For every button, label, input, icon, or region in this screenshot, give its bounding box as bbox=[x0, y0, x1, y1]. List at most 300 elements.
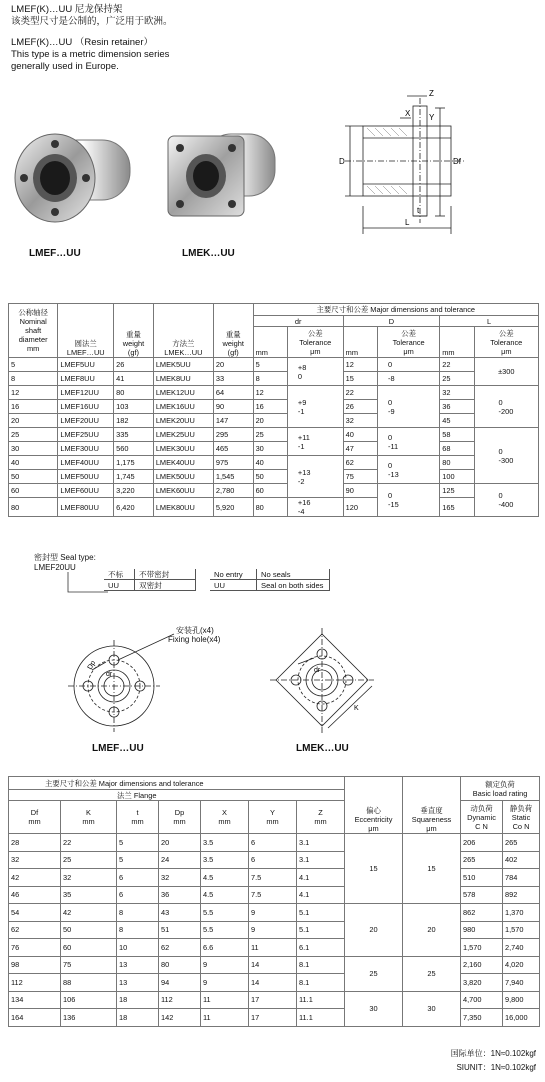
table-cell: 90 bbox=[343, 484, 377, 498]
cell-text: Eccentricity bbox=[354, 815, 393, 824]
table-cell: 80 bbox=[440, 456, 474, 470]
fixing-hole-label-cn: 安装孔(x4) bbox=[176, 626, 214, 635]
cell-text: 方法兰 bbox=[172, 339, 195, 348]
fixing-hole-label-en: Fixing hole(x4) bbox=[168, 635, 221, 644]
table-row bbox=[9, 498, 539, 517]
table-cell: 88 bbox=[61, 974, 117, 992]
table-cell: 142 bbox=[159, 1009, 201, 1027]
cell-text: 重量 bbox=[225, 330, 241, 339]
table-cell: 8 bbox=[117, 904, 159, 922]
load-rating-header bbox=[461, 777, 540, 801]
cell-text: Squareness bbox=[411, 815, 452, 824]
table-cell: 17 bbox=[249, 1009, 297, 1027]
cell-text: K bbox=[86, 808, 91, 817]
table-cell: 975 bbox=[213, 456, 253, 470]
table-cell: 75 bbox=[343, 470, 377, 484]
table-cell: 30 bbox=[9, 442, 58, 456]
table-cell: 9 bbox=[249, 904, 297, 922]
major-dimensions-header: 主要尺寸和公差 Major dimensions and tolerance bbox=[253, 304, 538, 316]
round-model-header bbox=[58, 304, 114, 358]
table-cell: 3,220 bbox=[114, 484, 154, 498]
intro-desc-cn: 该类型尺寸是公制的，广泛用于欧洲。 bbox=[11, 16, 173, 27]
table-cell: 35 bbox=[61, 886, 117, 904]
cell-text: μm bbox=[310, 346, 321, 356]
table-cell: 1,570 bbox=[503, 921, 540, 939]
squareness-header bbox=[403, 777, 461, 834]
table-cell: 10 bbox=[117, 939, 159, 957]
table-cell: 43 bbox=[159, 904, 201, 922]
cell-text: diameter bbox=[18, 335, 48, 344]
table-cell: 3.5 bbox=[201, 834, 249, 852]
col-dp bbox=[159, 801, 201, 834]
table-cell: 1,570 bbox=[461, 939, 503, 957]
table-cell: 112 bbox=[9, 974, 61, 992]
intro-desc-en-1: This type is a metric dimension series bbox=[11, 49, 170, 60]
cell-text: 静负荷 bbox=[509, 803, 533, 813]
table-cell: 62 bbox=[9, 921, 61, 939]
table-cell: Seal on both sides bbox=[257, 580, 330, 591]
table-cell: 100 bbox=[440, 470, 474, 484]
table-cell: 112 bbox=[159, 991, 201, 1009]
table-cell: 50 bbox=[9, 470, 58, 484]
table-cell: 3.5 bbox=[201, 851, 249, 869]
table-cell: UU bbox=[210, 580, 257, 591]
dim-label-dp: Dp bbox=[86, 659, 98, 671]
dr-tolerance-cell bbox=[287, 358, 343, 386]
table-cell: 6,420 bbox=[114, 498, 154, 517]
table-cell: 20 bbox=[213, 358, 253, 372]
table-row bbox=[9, 921, 540, 939]
table-cell: 22 bbox=[440, 358, 474, 372]
table-cell: 32 bbox=[343, 414, 377, 428]
table-cell: LMEK30UU bbox=[153, 442, 213, 456]
d-tolerance-header bbox=[378, 327, 440, 358]
cell-text: 0 bbox=[388, 491, 393, 500]
table-row bbox=[9, 442, 539, 456]
table-cell: 80 bbox=[159, 956, 201, 974]
table-cell: 1,175 bbox=[114, 456, 154, 470]
table-cell: 25 bbox=[253, 428, 287, 442]
cell-text: 圆法兰 bbox=[74, 339, 97, 348]
table-cell: -8 bbox=[378, 372, 440, 386]
table-cell: 6 bbox=[117, 886, 159, 904]
dr-header: dr bbox=[253, 316, 343, 327]
table-row bbox=[9, 991, 540, 1009]
flange-dimensions-table bbox=[8, 776, 540, 1027]
table-cell: LMEK60UU bbox=[153, 484, 213, 498]
table-cell: 5.1 bbox=[297, 921, 345, 939]
table-cell: 5 bbox=[117, 851, 159, 869]
table-cell: 560 bbox=[114, 442, 154, 456]
table-cell: 40 bbox=[343, 428, 377, 442]
table-cell: 26 bbox=[114, 358, 154, 372]
table-cell: 17 bbox=[249, 991, 297, 1009]
d-mm-header: mm bbox=[343, 327, 377, 358]
col-t bbox=[117, 801, 159, 834]
table-cell: 25 bbox=[9, 428, 58, 442]
table-cell: 8 bbox=[253, 372, 287, 386]
table-cell: 4,020 bbox=[503, 956, 540, 974]
table-cell: 8 bbox=[9, 372, 58, 386]
cell-text: 0 bbox=[498, 446, 503, 456]
cell-text: +11 bbox=[297, 432, 310, 442]
intro-desc-en-2: generally used in Europe. bbox=[11, 61, 119, 72]
dim-label-l: L bbox=[405, 218, 410, 227]
table-cell: 40 bbox=[253, 456, 287, 470]
table-cell: LMEF25UU bbox=[58, 428, 114, 442]
table-cell: LMEF20UU bbox=[58, 414, 114, 428]
cell-text: Nominal bbox=[19, 317, 47, 326]
cell-text: -200 bbox=[498, 406, 514, 416]
table-cell: 80 bbox=[9, 498, 58, 517]
dr-tolerance-cell bbox=[287, 428, 343, 456]
table-cell: 8.1 bbox=[297, 956, 345, 974]
table-cell: 578 bbox=[461, 886, 503, 904]
cell-text: t bbox=[136, 808, 139, 817]
table-cell: 4,700 bbox=[461, 991, 503, 1009]
seal-table-cn bbox=[104, 569, 196, 591]
cell-text: X bbox=[222, 808, 227, 817]
table-cell: 36 bbox=[440, 400, 474, 414]
cell-text: weight bbox=[222, 339, 244, 348]
cell-text: mm bbox=[173, 817, 186, 826]
table-cell: 42 bbox=[9, 869, 61, 887]
table-cell: 6.6 bbox=[201, 939, 249, 957]
cell-text: Y bbox=[270, 808, 275, 817]
table-cell: LMEK25UU bbox=[153, 428, 213, 442]
table-cell: 41 bbox=[114, 372, 154, 386]
table-cell: 80 bbox=[114, 386, 154, 400]
table-cell: No entry bbox=[210, 569, 257, 580]
intro-text bbox=[11, 4, 311, 73]
d-tolerance-cell bbox=[378, 456, 440, 484]
table-cell: 5 bbox=[9, 358, 58, 372]
cell-text: μm bbox=[501, 346, 512, 356]
bearing-section-drawing bbox=[325, 88, 540, 240]
table-cell: 7,940 bbox=[503, 974, 540, 992]
cell-text: +13 bbox=[297, 467, 311, 477]
square-weight-header bbox=[213, 304, 253, 358]
table-cell: 16,000 bbox=[503, 1009, 540, 1027]
table-cell: 165 bbox=[440, 498, 474, 517]
table-cell: 335 bbox=[114, 428, 154, 442]
table-cell: 26 bbox=[343, 400, 377, 414]
table-cell: 0 bbox=[378, 358, 440, 372]
table-cell: 60 bbox=[253, 484, 287, 498]
cell-text: 偏心 bbox=[366, 806, 381, 815]
table-cell: 12 bbox=[253, 386, 287, 400]
eccentricity-cell: 20 bbox=[345, 904, 403, 957]
cell-text: -11 bbox=[388, 441, 399, 451]
round-flange-label: LMEF…UU bbox=[29, 248, 81, 259]
dim-label-k: K bbox=[354, 705, 359, 712]
dim-label-x: X bbox=[405, 109, 411, 118]
cell-text: -300 bbox=[498, 455, 514, 465]
table-row bbox=[9, 386, 539, 400]
round-flange-drawing bbox=[66, 632, 176, 742]
table-cell: 双密封 bbox=[135, 580, 196, 591]
table-cell: 1,745 bbox=[114, 470, 154, 484]
cell-text: weight bbox=[122, 339, 145, 348]
table-cell: 45 bbox=[440, 414, 474, 428]
table-cell: 22 bbox=[343, 386, 377, 400]
table-cell: 103 bbox=[114, 400, 154, 414]
cell-text: Basic load rating bbox=[472, 788, 528, 798]
table-row bbox=[9, 470, 539, 484]
table-cell: 32 bbox=[9, 851, 61, 869]
table-cell: 265 bbox=[461, 851, 503, 869]
col-z bbox=[297, 801, 345, 834]
t2-major-header: 主要尺寸和公差 Major dimensions and tolerance bbox=[9, 777, 345, 790]
table-row bbox=[9, 956, 540, 974]
intro-title-cn: LMEF(K)…UU 尼龙保持架 bbox=[11, 4, 123, 15]
table-cell: 3.1 bbox=[297, 851, 345, 869]
table-cell: 14 bbox=[249, 974, 297, 992]
d-tolerance-cell bbox=[378, 484, 440, 517]
table-cell: 5 bbox=[253, 358, 287, 372]
cell-text: 0 bbox=[388, 460, 393, 470]
table-cell: 862 bbox=[461, 904, 503, 922]
table-cell: 33 bbox=[213, 372, 253, 386]
col-y bbox=[249, 801, 297, 834]
cell-text: Tolerance bbox=[392, 337, 425, 347]
table-cell: 206 bbox=[461, 834, 503, 852]
eccentricity-cell: 25 bbox=[345, 956, 403, 991]
table-cell: LMEF8UU bbox=[58, 372, 114, 386]
table-cell: 3.1 bbox=[297, 834, 345, 852]
table-cell: 9 bbox=[201, 956, 249, 974]
table-cell: 4.1 bbox=[297, 869, 345, 887]
table-cell: 47 bbox=[343, 442, 377, 456]
table-cell: 7.5 bbox=[249, 869, 297, 887]
table-cell: 6 bbox=[249, 834, 297, 852]
cell-text: 公差 bbox=[401, 328, 416, 338]
table-cell: 5 bbox=[117, 834, 159, 852]
table-cell: 4.5 bbox=[201, 869, 249, 887]
squareness-cell: 25 bbox=[403, 956, 461, 991]
table-cell: 94 bbox=[159, 974, 201, 992]
table-cell: LMEF40UU bbox=[58, 456, 114, 470]
table-cell: 8 bbox=[117, 921, 159, 939]
cell-text: +9 bbox=[297, 397, 307, 407]
table-cell: 182 bbox=[114, 414, 154, 428]
round-flange-bearing-photo bbox=[10, 120, 140, 235]
table-cell: 32 bbox=[159, 869, 201, 887]
table-cell: 106 bbox=[61, 991, 117, 1009]
eccentricity-cell: 15 bbox=[345, 834, 403, 904]
l-tolerance-cell bbox=[474, 428, 538, 484]
table-cell: 892 bbox=[503, 886, 540, 904]
l-tolerance-header bbox=[474, 327, 538, 358]
square-flange-drawing-label: LMEK…UU bbox=[296, 743, 349, 754]
table-cell: 不标 bbox=[104, 569, 135, 580]
table-row bbox=[9, 400, 539, 414]
dim-label-df: Df bbox=[453, 157, 461, 166]
table-cell: LMEK12UU bbox=[153, 386, 213, 400]
cell-text: mm bbox=[266, 817, 279, 826]
table-cell: LMEK40UU bbox=[153, 456, 213, 470]
cell-text: 额定负荷 bbox=[485, 779, 515, 789]
table-cell: 98 bbox=[9, 956, 61, 974]
table-cell: LMEF16UU bbox=[58, 400, 114, 414]
cell-text: Dynamic bbox=[467, 812, 496, 822]
table-cell: LMEK5UU bbox=[153, 358, 213, 372]
d-tolerance-cell bbox=[378, 386, 440, 428]
cell-text: 重量 bbox=[126, 330, 141, 339]
table-cell: 7,350 bbox=[461, 1009, 503, 1027]
dr-tolerance-cell bbox=[287, 386, 343, 428]
table-cell: LMEF5UU bbox=[58, 358, 114, 372]
l-tolerance-cell: ±300 bbox=[474, 358, 538, 386]
table-row bbox=[9, 456, 539, 470]
cell-text: +8 bbox=[297, 362, 307, 372]
table-cell: 11 bbox=[201, 991, 249, 1009]
table-cell: 32 bbox=[440, 386, 474, 400]
cell-text: mm bbox=[28, 817, 41, 826]
l-tolerance-cell bbox=[474, 386, 538, 428]
table-cell: 28 bbox=[9, 834, 61, 852]
table-cell: 510 bbox=[461, 869, 503, 887]
table-cell: 16 bbox=[253, 400, 287, 414]
table-cell: 136 bbox=[61, 1009, 117, 1027]
cell-text: 0 bbox=[498, 491, 503, 500]
cell-text: Z bbox=[318, 808, 323, 817]
cell-text: Static bbox=[511, 812, 531, 822]
l-mm-header: mm bbox=[440, 327, 474, 358]
unit-note-cn: 国际单位：1N≈0.102kgf bbox=[450, 1049, 536, 1058]
table-cell: 20 bbox=[253, 414, 287, 428]
table-cell: 60 bbox=[9, 484, 58, 498]
table-row bbox=[9, 358, 539, 372]
l-tolerance-cell bbox=[474, 484, 538, 517]
table-cell: 147 bbox=[213, 414, 253, 428]
table-cell: 90 bbox=[213, 400, 253, 414]
table-cell: 9 bbox=[201, 974, 249, 992]
squareness-cell: 30 bbox=[403, 991, 461, 1026]
table-cell: 20 bbox=[159, 834, 201, 852]
table-cell: 164 bbox=[9, 1009, 61, 1027]
seal-type-example: LMEF20UU bbox=[34, 563, 76, 572]
eccentricity-cell: 30 bbox=[345, 991, 403, 1026]
cell-text: 垂直度 bbox=[420, 806, 443, 815]
table-cell: 11 bbox=[249, 939, 297, 957]
table-row bbox=[9, 428, 539, 442]
flange-header: 法兰 Flange bbox=[9, 790, 345, 801]
square-model-header bbox=[153, 304, 213, 358]
cell-text: 公称轴径 bbox=[18, 308, 48, 317]
dim-label-dr-square: dr bbox=[314, 667, 321, 674]
table-row bbox=[9, 886, 540, 904]
cell-text: (gf) bbox=[127, 348, 140, 357]
table-cell: 11 bbox=[201, 1009, 249, 1027]
table-cell: 25 bbox=[440, 372, 474, 386]
d-tolerance-cell bbox=[378, 428, 440, 456]
table-cell: 2,780 bbox=[213, 484, 253, 498]
cell-text: mm bbox=[82, 817, 95, 826]
table-cell: 20 bbox=[9, 414, 58, 428]
table-cell: 22 bbox=[61, 834, 117, 852]
cell-text: -2 bbox=[297, 476, 305, 486]
cell-text: μm bbox=[368, 824, 379, 833]
table-cell: 14 bbox=[249, 956, 297, 974]
table-cell: 5,920 bbox=[213, 498, 253, 517]
table-row bbox=[9, 851, 540, 869]
cell-text: Tolerance bbox=[490, 337, 523, 347]
cell-text: 动负荷 bbox=[470, 803, 493, 813]
table-cell: 7.5 bbox=[249, 886, 297, 904]
seal-bracket bbox=[60, 572, 110, 596]
cell-text: μm bbox=[403, 346, 414, 356]
table-cell: 134 bbox=[9, 991, 61, 1009]
table-cell: 50 bbox=[61, 921, 117, 939]
cell-text: -15 bbox=[388, 500, 399, 509]
cell-text: mm bbox=[131, 817, 144, 826]
table-cell: 9 bbox=[249, 921, 297, 939]
table-cell: 5.5 bbox=[201, 904, 249, 922]
square-flange-bearing-photo bbox=[160, 120, 285, 230]
cell-text: (gf) bbox=[227, 348, 239, 357]
cell-text: μm bbox=[426, 824, 437, 833]
cell-text: LMEF…UU bbox=[66, 348, 105, 357]
table-cell: 4.5 bbox=[201, 886, 249, 904]
cell-text: -1 bbox=[297, 406, 305, 416]
table-cell: 13 bbox=[117, 956, 159, 974]
seal-table-en bbox=[210, 569, 330, 591]
cell-text: 公差 bbox=[307, 328, 323, 338]
round-weight-header bbox=[114, 304, 154, 358]
table-cell: 265 bbox=[503, 834, 540, 852]
shaft-diameter-header bbox=[9, 304, 58, 358]
table-cell: 42 bbox=[61, 904, 117, 922]
table-cell: 40 bbox=[9, 456, 58, 470]
table-cell: 54 bbox=[9, 904, 61, 922]
dr-tolerance-header bbox=[287, 327, 343, 358]
table-cell: 5.5 bbox=[201, 921, 249, 939]
square-flange-drawing bbox=[268, 628, 378, 738]
table-row bbox=[9, 372, 539, 386]
cell-text: -4 bbox=[297, 507, 305, 516]
cell-text: +16 bbox=[297, 498, 311, 507]
table-row bbox=[9, 974, 540, 992]
cell-text: 0 bbox=[388, 432, 393, 442]
table-cell: 12 bbox=[9, 386, 58, 400]
col-df bbox=[9, 801, 61, 834]
dim-label-y: Y bbox=[429, 113, 435, 122]
table-cell: 11.1 bbox=[297, 1009, 345, 1027]
table-cell: 6.1 bbox=[297, 939, 345, 957]
table-cell: 18 bbox=[117, 991, 159, 1009]
cell-text: -13 bbox=[388, 469, 399, 479]
table-cell: 1,545 bbox=[213, 470, 253, 484]
table-cell: No seals bbox=[257, 569, 330, 580]
table-cell: LMEF50UU bbox=[58, 470, 114, 484]
table-cell: 784 bbox=[503, 869, 540, 887]
unit-note-en: SIUNIT：1N≈0.102kgf bbox=[456, 1063, 536, 1072]
table-cell: 2,740 bbox=[503, 939, 540, 957]
table-cell: 13 bbox=[117, 974, 159, 992]
table-row bbox=[9, 869, 540, 887]
table-cell: 295 bbox=[213, 428, 253, 442]
seal-type-title: 密封型 Seal type: bbox=[34, 553, 96, 562]
table-cell: LMEF60UU bbox=[58, 484, 114, 498]
cell-text: 0 bbox=[388, 397, 393, 407]
table-row bbox=[9, 484, 539, 498]
dim-label-z: Z bbox=[429, 89, 434, 98]
table-cell: 18 bbox=[117, 1009, 159, 1027]
table-cell: 50 bbox=[253, 470, 287, 484]
table-cell: 1,370 bbox=[503, 904, 540, 922]
table-row bbox=[9, 1009, 540, 1027]
